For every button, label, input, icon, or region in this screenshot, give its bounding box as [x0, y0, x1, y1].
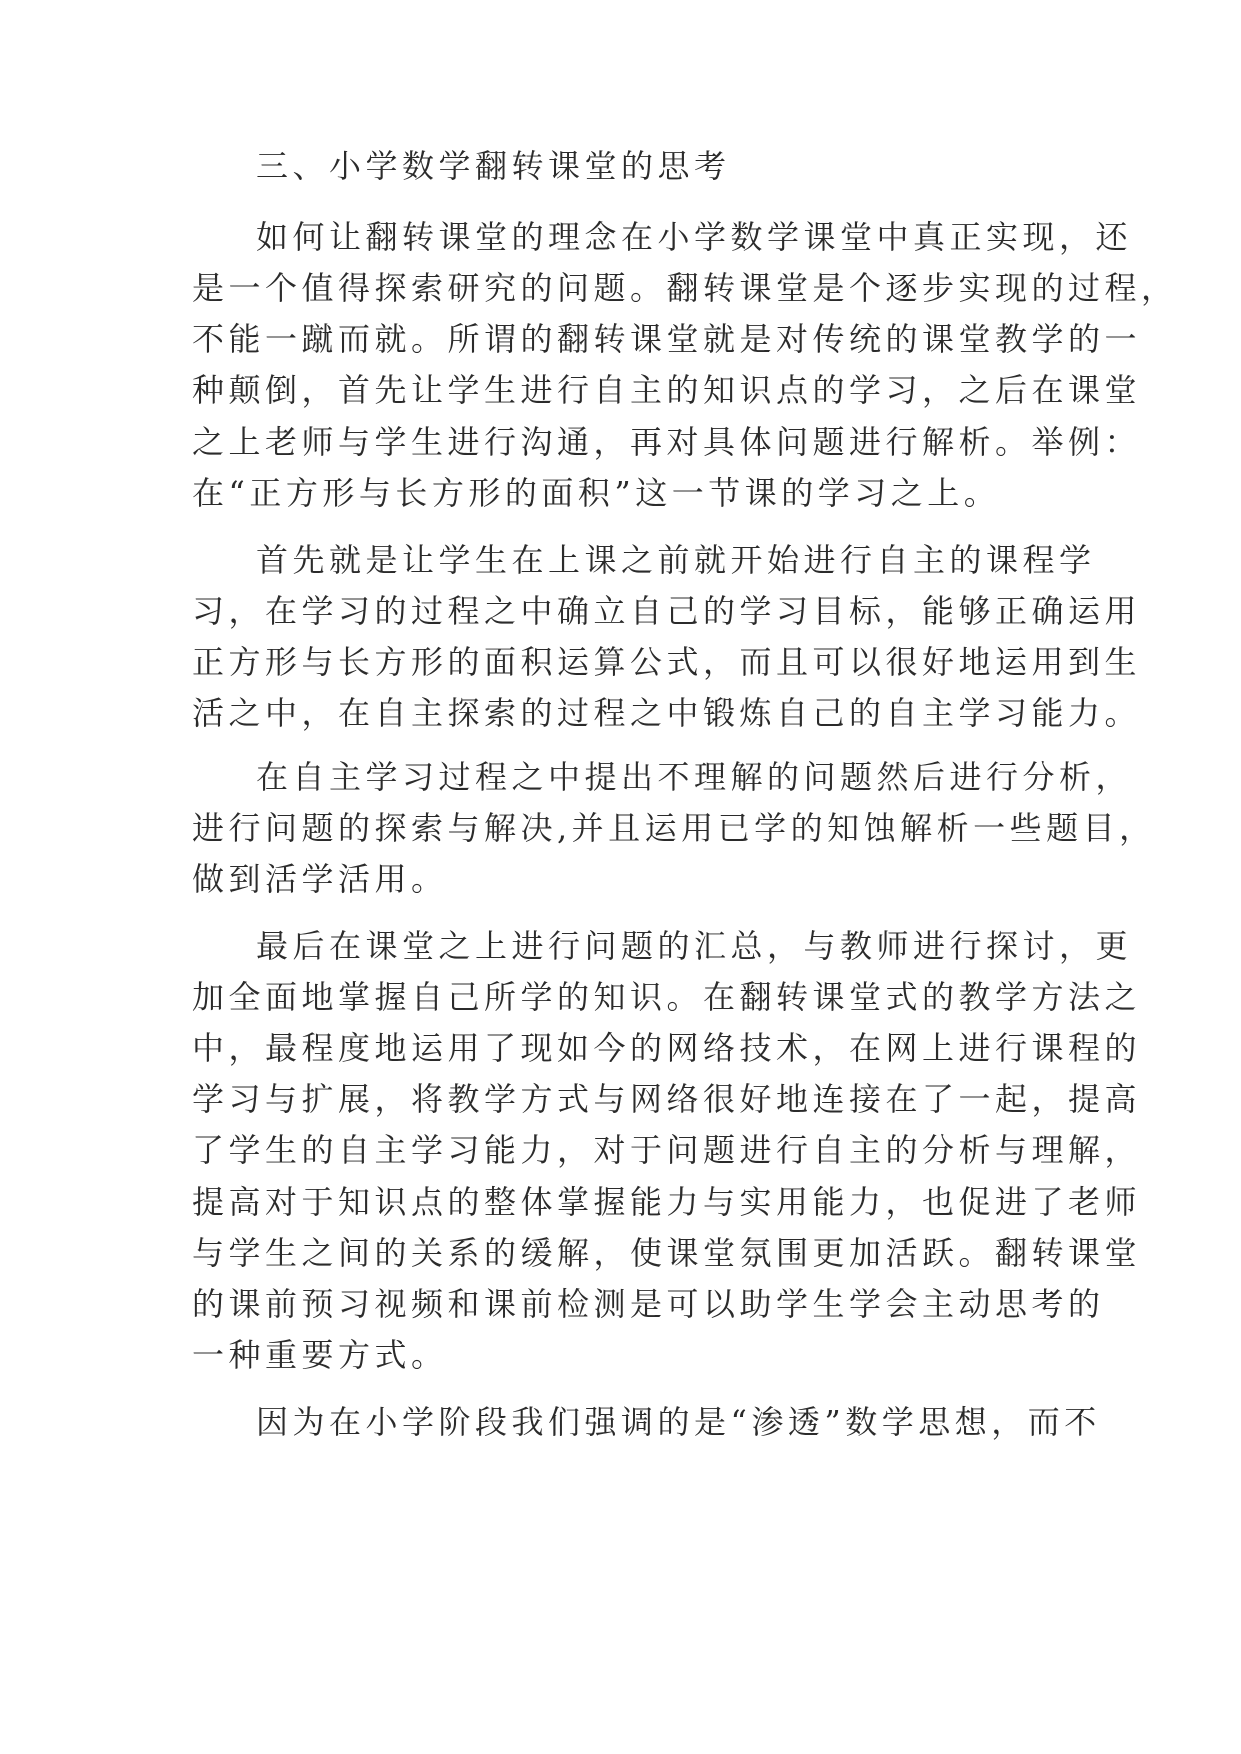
paragraph-line: 最后在课堂之上进行问题的汇总，与教师进行探讨，更: [256, 927, 1133, 965]
paragraph-line: 不能一蹴而就。所谓的翻转课堂就是对传统的课堂教学的一: [192, 320, 1142, 358]
paragraph-line: 如何让翻转课堂的理念在小学数学课堂中真正实现，还: [256, 218, 1133, 256]
paragraph-line: 提高对于知识点的整体掌握能力与实用能力，也促进了老师: [192, 1183, 1142, 1221]
paragraph-line: 与学生之间的关系的缓解，使课堂氛围更加活跃。翻转课堂: [192, 1234, 1142, 1272]
paragraph-line: 种颠倒，首先让学生进行自主的知识点的学习，之后在课堂: [192, 371, 1142, 409]
paragraph-line: 中，最程度地运用了现如今的网络技术，在网上进行课程的: [192, 1029, 1142, 1067]
section-heading: 三、小学数学翻转课堂的思考: [256, 147, 731, 185]
paragraph-line: 习，在学习的过程之中确立自己的学习目标，能够正确运用: [192, 592, 1142, 630]
paragraph-line: 了学生的自主学习能力，对于问题进行自主的分析与理解，: [192, 1131, 1142, 1169]
paragraph-line: 学习与扩展，将教学方式与网络很好地连接在了一起，提高: [192, 1080, 1142, 1118]
paragraph-line: 一种重要方式。: [192, 1336, 448, 1374]
paragraph-line: 在自主学习过程之中提出不理解的问题然后进行分析，: [256, 758, 1133, 796]
paragraph-line: 的课前预习视频和课前检测是可以助学生学会主动思考的: [192, 1285, 1105, 1323]
paragraph-line: 活之中，在自主探索的过程之中锻炼自己的自主学习能力。: [192, 694, 1142, 732]
paragraph-line: 首先就是让学生在上课之前就开始进行自主的课程学: [256, 541, 1096, 579]
paragraph-line: 因为在小学阶段我们强调的是“渗透”数学思想，而不: [256, 1403, 1101, 1441]
paragraph-line: 做到活学活用。: [192, 860, 448, 898]
paragraph-line: 正方形与长方形的面积运算公式，而且可以很好地运用到生: [192, 643, 1142, 681]
paragraph-line: 进行问题的探索与解决,并且运用已学的知蚀解析一些题目，: [192, 809, 1156, 847]
paragraph-line: 加全面地掌握自己所学的知识。在翻转课堂式的教学方法之: [192, 978, 1142, 1016]
paragraph-line: 是一个值得探索研究的问题。翻转课堂是个逐步实现的过程，: [192, 269, 1178, 307]
paragraph-line: 之上老师与学生进行沟通，再对具体问题进行解析。举例：: [192, 423, 1142, 461]
paragraph-line: 在“正方形与长方形的面积”这一节课的学习之上。: [192, 474, 1001, 512]
